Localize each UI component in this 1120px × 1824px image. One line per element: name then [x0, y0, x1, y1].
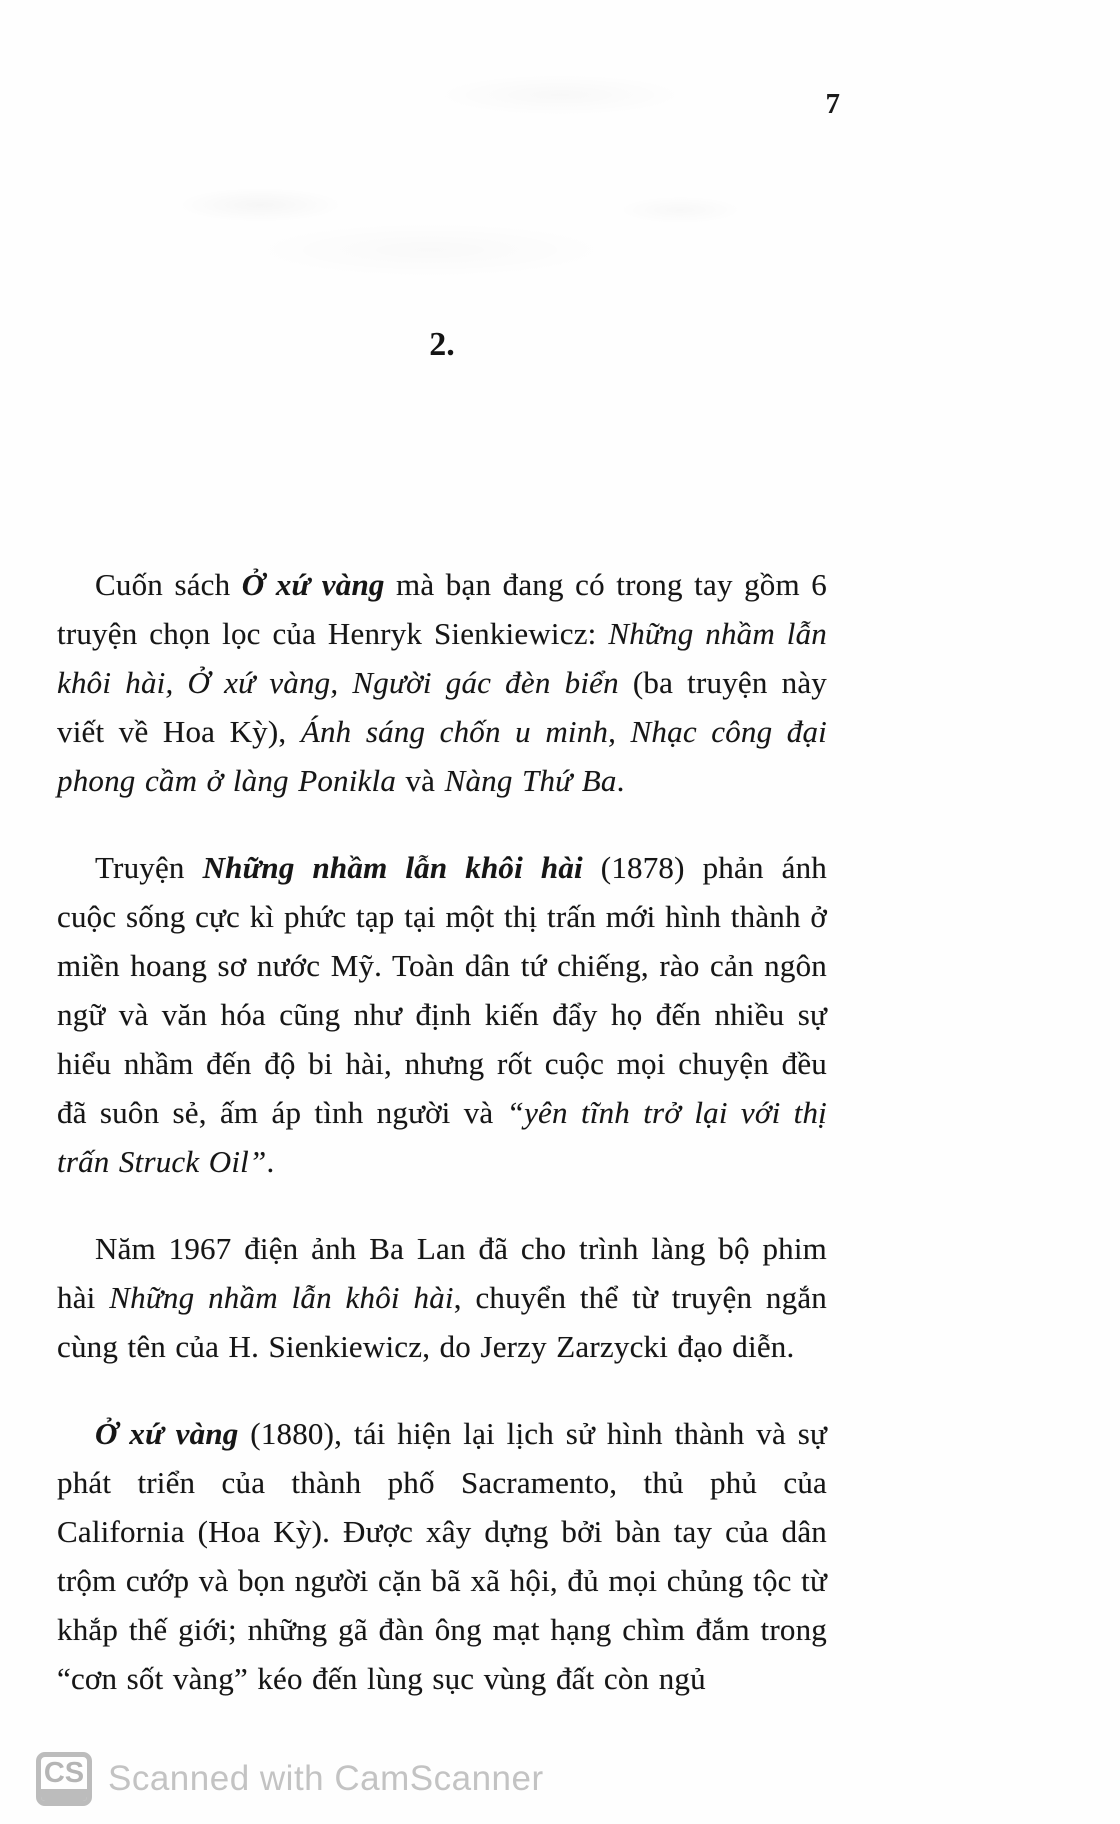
camscanner-label: Scanned with CamScanner: [108, 1759, 544, 1798]
paragraph: [57, 1409, 827, 1703]
camscanner-footer: [36, 1752, 544, 1806]
page-body: [57, 560, 827, 1703]
text-segment: (1878) phản ánh cuộc sống cực kì phức tạp tại một thị trấn mới hình thành ở miền hoang sơ nước Mỹ. Toàn dân tứ chiếng, rào cản ngôn ngữ và văn hóa cũng như định kiến đẩy họ đến nhiều sự hiểu nhầm đến độ bi hài, nhưng rốt cuộc mọi chuyện đều đã suôn sẻ, ấm áp tình người và: [57, 850, 827, 1130]
text-segment: và: [396, 763, 445, 798]
paragraph: [57, 843, 827, 1186]
text-segment: “yên tĩnh trở lại với thị trấn Struck Oil”: [57, 1095, 827, 1179]
camscanner-logo-text: CS: [43, 1757, 85, 1789]
text-segment: Những nhầm lẫn khôi hài: [202, 850, 583, 885]
camscanner-logo-bar: [41, 1789, 87, 1801]
text-segment: Nàng Thứ Ba: [444, 763, 617, 798]
text-segment: Ở xứ vàng: [95, 1416, 239, 1451]
section-heading: 2.: [429, 326, 455, 363]
text-segment: , chuyển thể từ truyện ngắn cùng tên của H. Sienkiewicz, do Jerzy Zarzycki đạo diễn.: [57, 1280, 827, 1364]
text-segment: Ánh sáng chốn u minh, Nhạc công đại phong cầm ở làng Ponikla: [57, 714, 827, 798]
page-number: 7: [825, 88, 840, 120]
text-segment: Cuốn sách: [95, 567, 242, 602]
paragraph: [57, 560, 827, 805]
text-segment: Truyện: [95, 850, 203, 885]
text-segment: (ba truyện này viết về Hoa Kỳ),: [57, 665, 828, 749]
text-segment: Những nhầm lẫn khôi hài, Ở xứ vàng, Người gác đèn biển: [57, 616, 827, 700]
text-segment: Ở xứ vàng: [241, 567, 385, 602]
paragraph: [57, 1224, 827, 1371]
text-segment: (1880), tái hiện lại lịch sử hình thành và sự phát triển của thành phố Sacramento, thủ phủ của California (Hoa Kỳ). Được xây dựng bởi bàn tay của dân trộm cướp và bọn người cặn bã xã hội, đủ mọi chủng tộc từ khắp thế giới; những gã đàn ông mạt hạng chìm đắm trong “cơn sốt vàng” kéo đến lùng sục vùng đất còn ngủ: [57, 1416, 827, 1696]
text-segment: mà bạn đang có trong tay gồm 6 truyện chọn lọc của Henryk Sienkiewicz:: [57, 567, 827, 651]
text-segment: Những nhầm lẫn khôi hài: [109, 1280, 454, 1315]
text-segment: .: [266, 1144, 275, 1179]
text-segment: Năm 1967 điện ảnh Ba Lan đã cho trình làng bộ phim hài: [57, 1231, 827, 1315]
text-segment: .: [616, 763, 625, 798]
camscanner-logo-icon: [36, 1752, 92, 1806]
